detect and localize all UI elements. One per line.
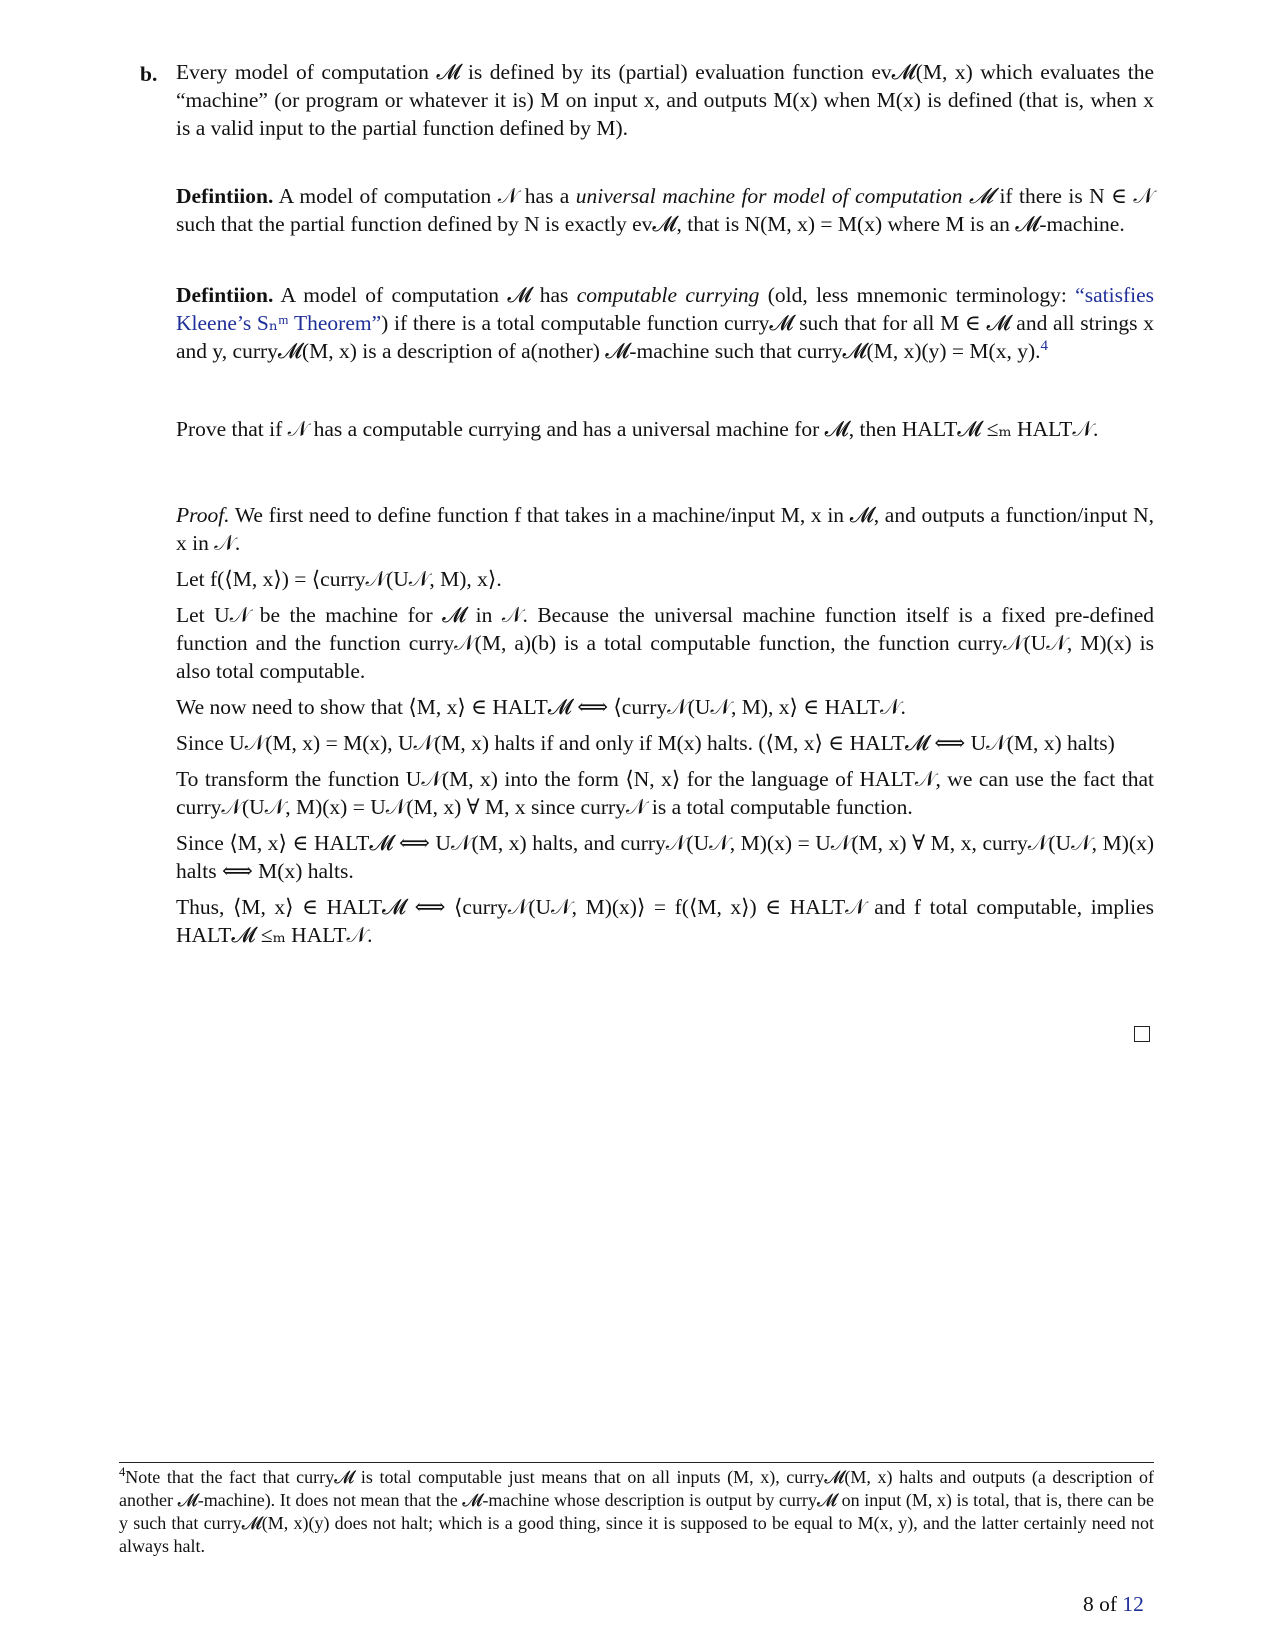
footnote-ref[interactable]: 4 (1040, 337, 1049, 354)
page-number (1083, 1592, 1144, 1617)
definition-computable-currying (176, 281, 1154, 365)
kleene-theorem-link[interactable]: “satisfies Kleene’s Sₙᵐ Theorem” (176, 283, 1154, 335)
problem-statement (176, 415, 1154, 443)
problem-text: Prove that if 𝒩 has a computable currying and has a universal machine for 𝓜, then HALT𝓜 ≤ₘ HALT𝒩. (176, 417, 1099, 441)
proof-paragraph: Let U𝒩 be the machine for 𝓜 in 𝒩. Because the universal machine function itself is a fixed pre-defined function and the function curry𝒩(M, a)(b) is a total computable function, the function curry𝒩(U𝒩, M)(x) is also total computable. (176, 603, 1154, 683)
proof-paragraph: Let f(⟨M, x⟩) = ⟨curry𝒩(U𝒩, M), x⟩. (176, 567, 502, 591)
part-b-statement (176, 58, 1154, 142)
definition-term: computable currying (576, 283, 760, 307)
proof-paragraph: Since U𝒩(M, x) = M(x), U𝒩(M, x) halts if and only if M(x) halts. (⟨M, x⟩ ∈ HALT𝓜 ⟺ U𝒩(M, x) halts) (176, 731, 1115, 755)
footnote (119, 1466, 1154, 1558)
part-b-text: Every model of computation 𝓜 is defined by its (partial) evaluation function ev𝓜(M, x) which evaluates the “machine” (or program or whatever it is) M on input x, and outputs M(x) when M(x) is defined (that is, when x is a valid input to the partial function defined by M). (176, 60, 1154, 140)
page-current: 8 (1083, 1592, 1094, 1616)
footnote-text: Note that the fact that curry𝓜 is total computable just means that on all inputs (M, x), curry𝓜(M, x) halts and outputs (a description of another 𝓜-machine). It does not mean that the 𝓜-machine whose description is output by curry𝓜 on input (M, x) is total, that is, there can be y such that curry𝓜(M, x)(y) does not halt; which is a good thing, since it is supposed to be equal to M(x, y), and the latter certainly need not always halt. (119, 1467, 1154, 1556)
proof-block (176, 501, 1154, 949)
proof-paragraph: Thus, ⟨M, x⟩ ∈ HALT𝓜 ⟺ ⟨curry𝒩(U𝒩, M)(x)⟩ = f(⟨M, x⟩) ∈ HALT𝒩 and f total computable, implies HALT𝓜 ≤ₘ HALT𝒩. (176, 895, 1154, 947)
definition-text: (old, less mnemonic terminology: (759, 283, 1076, 307)
definition-title: Defintiion. (176, 184, 274, 208)
proof-paragraph: Since ⟨M, x⟩ ∈ HALT𝓜 ⟺ U𝒩(M, x) halts, and curry𝒩(U𝒩, M)(x) = U𝒩(M, x) ∀ M, x, curry𝒩(U𝒩, M)(x) halts ⟺ M(x) halts. (176, 831, 1154, 883)
definition-universal-machine (176, 182, 1154, 238)
definition-text: if there is N ∈ 𝒩 such that the partial function defined by N is exactly ev𝓜, that is N(M, x) = M(x) where M is an 𝓜-machine. (176, 184, 1154, 236)
qed-square-icon (1134, 1026, 1150, 1042)
proof-paragraph: To transform the function U𝒩(M, x) into the form ⟨N, x⟩ for the language of HALT𝒩, we can use the fact that curry𝒩(U𝒩, M)(x) = U𝒩(M, x) ∀ M, x since curry𝒩 is a total computable function. (176, 767, 1154, 819)
definition-title: Defintiion. (176, 283, 274, 307)
footnote-mark: 4 (119, 1465, 126, 1479)
page-total-link[interactable]: 12 (1122, 1592, 1144, 1616)
proof-label: Proof. (176, 503, 230, 527)
page-of: of (1099, 1592, 1118, 1616)
definition-term: universal machine for model of computation 𝓜 (575, 184, 994, 208)
footnote-rule (119, 1462, 1154, 1463)
definition-text: A model of computation 𝓜 has (280, 283, 577, 307)
proof-paragraph: We now need to show that ⟨M, x⟩ ∈ HALT𝓜 ⟺ ⟨curry𝒩(U𝒩, M), x⟩ ∈ HALT𝒩. (176, 695, 906, 719)
definition-text: ) if there is a total computable function curry𝓜 such that for all M ∈ 𝓜 and all strings x and y, curry𝓜(M, x) is a description of a(nother) 𝓜-machine such that curry𝓜(M, x)(y) = M(x, y). (176, 311, 1154, 363)
proof-paragraph: We first need to define function f that takes in a machine/input M, x in 𝓜, and outputs a function/input N, x in 𝒩. (176, 503, 1154, 555)
part-label: b. (140, 62, 158, 86)
definition-text: A model of computation 𝒩 has a (278, 184, 576, 208)
